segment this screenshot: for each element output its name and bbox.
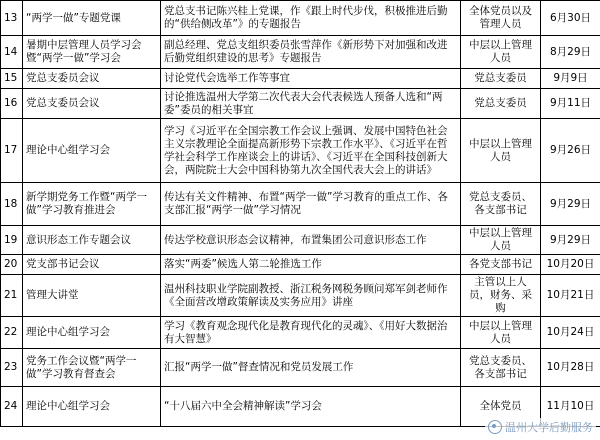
meeting-date: 10月21日: [541, 275, 600, 317]
meeting-content: 学习《教育观念现代化是教育现代化的灵魂》、《用好大数据治有大智慧》: [161, 317, 461, 349]
meeting-date: 6月30日: [541, 1, 600, 36]
meeting-date: 9月29日: [541, 226, 600, 255]
participants: 中层以上管理人员: [461, 36, 541, 69]
participants: 党总支委员、各支部书记: [461, 183, 541, 226]
row-number: 18: [1, 183, 23, 226]
meeting-date: 10月28日: [541, 349, 600, 387]
row-number: 23: [1, 349, 23, 387]
meeting-content: 落实“两委”候选人第二轮推选工作: [161, 255, 461, 275]
row-number: 19: [1, 226, 23, 255]
table-row: [1, 69, 600, 89]
meeting-date: 10月20日: [541, 255, 600, 275]
meeting-name: 党总支委员会议: [23, 69, 161, 89]
meeting-name: “两学一做”专题党课: [23, 1, 161, 36]
participants: 党总支委员、各支部书记: [461, 349, 541, 387]
meeting-content: 党总支书记陈兴桂上党课，作《跟上时代步伐，积极推进后勤的“供给侧改革”》的专题报告: [161, 1, 461, 36]
meeting-content: 温州科技职业学院副教授、浙江税务网税务顾问郑军剑老师作《全面营改增政策解读及实务应用》讲座: [161, 275, 461, 317]
meeting-name: 党总支委员会议: [23, 89, 161, 119]
participants: 全体党员以及管理人员: [461, 1, 541, 36]
meeting-date: 8月29日: [541, 36, 600, 69]
row-number: 16: [1, 89, 23, 119]
table-row: [1, 349, 600, 387]
participants: 各党支部书记: [461, 255, 541, 275]
table-row: [1, 275, 600, 317]
participants: 中层以上管理人员: [461, 119, 541, 183]
table-row: [1, 36, 600, 69]
meeting-name: 理论中心组学习会: [23, 387, 161, 427]
participants: 中层以上管理人员: [461, 317, 541, 349]
meeting-date: 9月26日: [541, 119, 600, 183]
meeting-name: 党务工作会议暨“两学一做”学习教育督查会: [23, 349, 161, 387]
row-number: 21: [1, 275, 23, 317]
meeting-content: 汇报“两学一做”督查情况和党员发展工作: [161, 349, 461, 387]
table-row: [1, 1, 600, 36]
table-row: [1, 89, 600, 119]
meeting-name: 管理大讲堂: [23, 275, 161, 317]
participants: 全体党员: [461, 387, 541, 427]
meeting-content: 传达学校意识形态会议精神，布置集团公司意识形态工作: [161, 226, 461, 255]
meeting-content: 副总经理、党总支组织委员张雪萍作《新形势下对加强和改进后勤党组织建设的思考》专题报告: [161, 36, 461, 69]
table-row: [1, 226, 600, 255]
meeting-name: 理论中心组学习会: [23, 317, 161, 349]
meeting-name: 意识形态工作专题会议: [23, 226, 161, 255]
row-number: 22: [1, 317, 23, 349]
meeting-date: 9月11日: [541, 89, 600, 119]
row-number: 20: [1, 255, 23, 275]
table-row: [1, 255, 600, 275]
meeting-content: 传达有关文件精神、布置“两学一做”学习教育的重点工作、各支部汇报“两学一做”学习情况: [161, 183, 461, 226]
participants: 主管以上人员，财务、采购: [461, 275, 541, 317]
meeting-content: 讨论党代会选举工作等事宜: [161, 69, 461, 89]
meeting-date: 10月24日: [541, 317, 600, 349]
row-number: 15: [1, 69, 23, 89]
participants: 党总支委员: [461, 69, 541, 89]
row-number: 14: [1, 36, 23, 69]
row-number: 17: [1, 119, 23, 183]
table-row: [1, 119, 600, 183]
watermark-text: 温州大学后勤服务: [505, 421, 593, 434]
participants: 党总支委员: [461, 89, 541, 119]
meeting-content: 讨论推选温州大学第二次代表大会代表候选人预备人选和“两委”委员的相关事宜: [161, 89, 461, 119]
meeting-date: 9月29日: [541, 183, 600, 226]
meeting-name: 党支部书记会议: [23, 255, 161, 275]
meeting-name: 理论中心组学习会: [23, 119, 161, 183]
meeting-content: 学习《习近平在全国宗教工作会议上强调、发展中国特色社会主义宗教理论全面提高新形势下宗教工作水平》、《习近平在哲学社会科学工作座谈会上的讲话》、《习近平在全国科技创新大会，两院院士大会中国科协第九次全国代表大会上的讲话》: [161, 119, 461, 183]
meeting-date: 11月10日: [541, 387, 600, 427]
table-row: [1, 183, 600, 226]
participants: 中层以上管理人员: [461, 226, 541, 255]
row-number: 13: [1, 1, 23, 36]
meeting-content: “十八届六中全会精神解读”学习会: [161, 387, 461, 427]
meeting-date: 9月9日: [541, 69, 600, 89]
meeting-name: 暑期中层管理人员学习会暨“两学一做”学习会: [23, 36, 161, 69]
wechat-icon: [488, 420, 502, 434]
table-row: [1, 317, 600, 349]
meeting-name: 新学期党务工作暨“两学一做”学习教育推进会: [23, 183, 161, 226]
row-number: 24: [1, 387, 23, 427]
watermark: [485, 418, 596, 436]
